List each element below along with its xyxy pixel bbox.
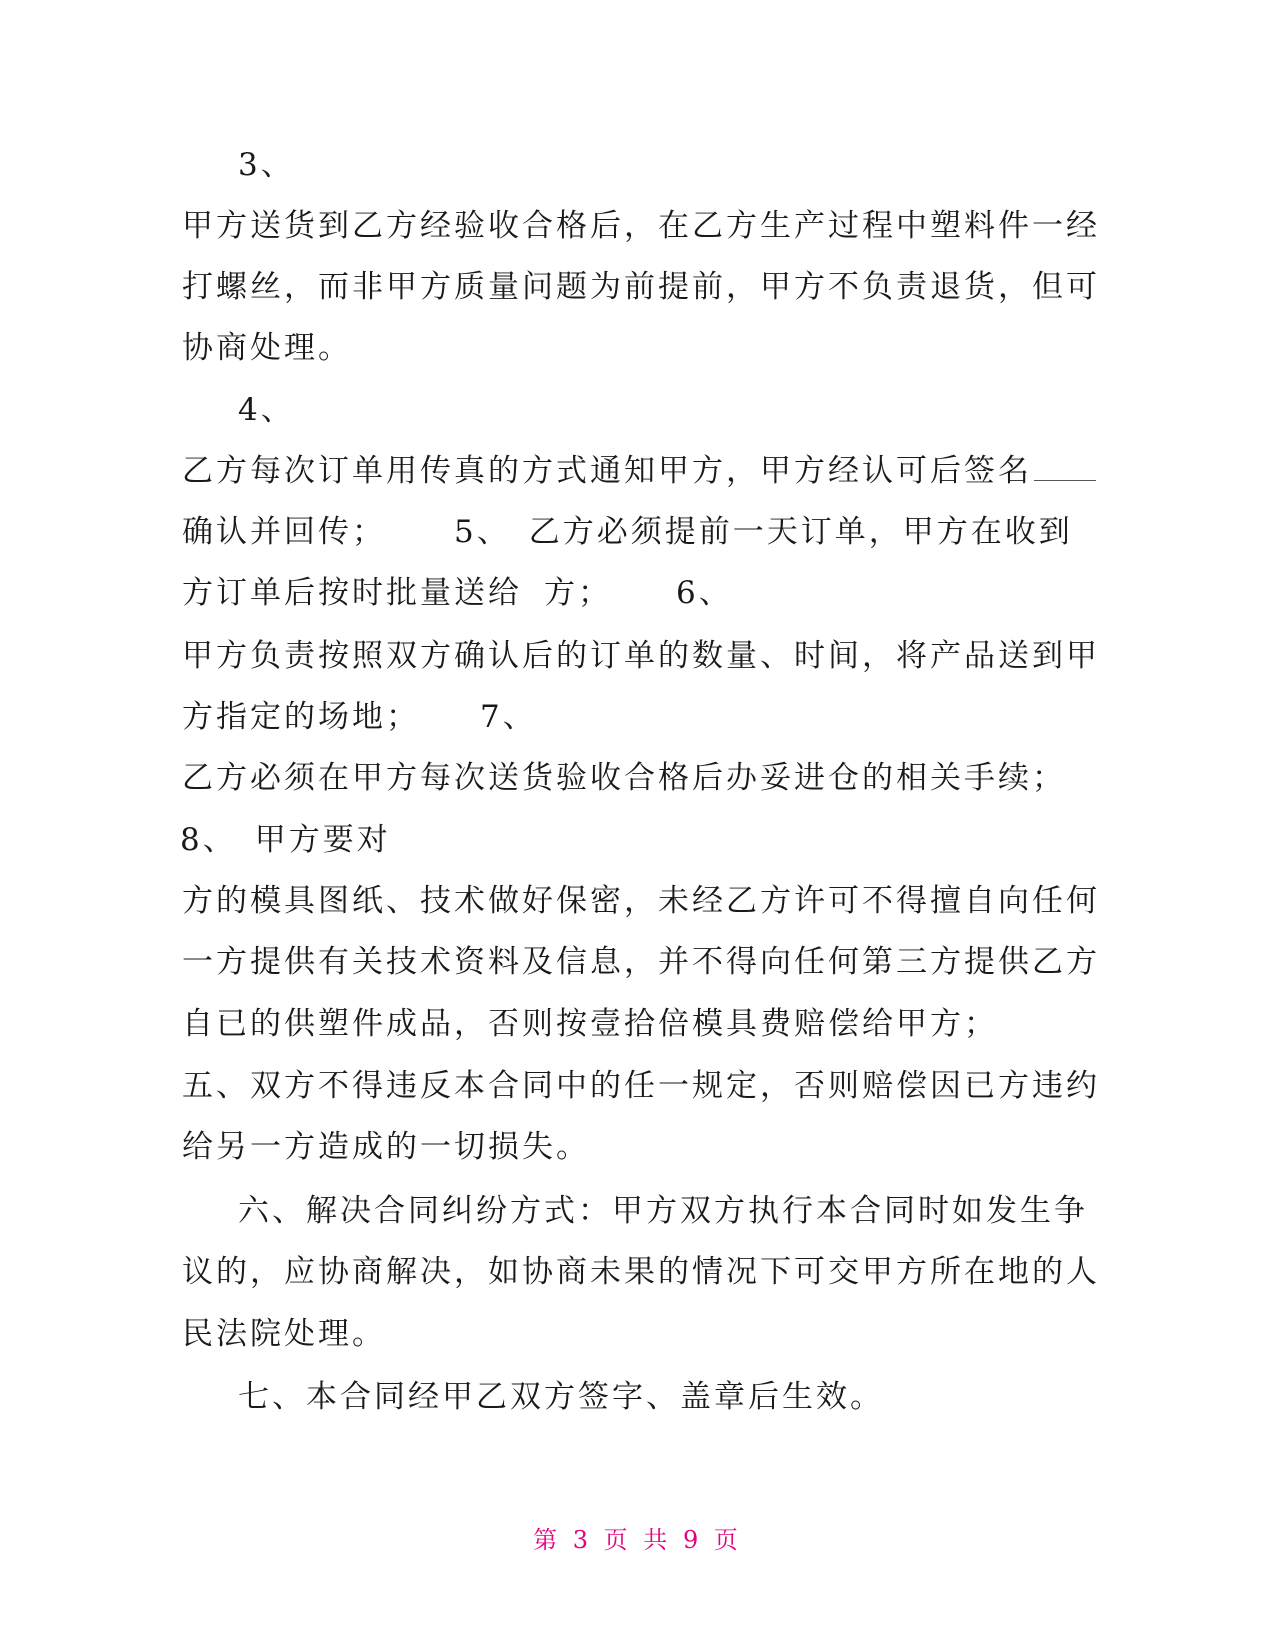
paragraph-line (182, 573, 733, 613)
section-five: 五、双方不得违反本合同中的任一规定，否则赔偿因已方违约 (182, 1068, 1100, 1104)
page-number-footer: 第 3 页 共 9 页 (533, 1526, 742, 1554)
section-six: 六、解决合同纠纷方式：甲方双方执行本合同时如发生争 (238, 1193, 1088, 1229)
paragraph-line: 自已的供塑件成品，否则按壹拾倍模具费赔偿给甲方； (182, 1006, 998, 1042)
section-seven: 七、本合同经甲乙双方签字、盖章后生效。 (238, 1379, 884, 1415)
paragraph-line (182, 451, 1096, 491)
paragraph-text: 乙方必须提前一天订单，甲方在收到 (528, 514, 1073, 550)
paragraph-line (180, 820, 391, 860)
paragraph-line: 议的，应协商解决，如协商未果的情况下可交甲方所在地的人 (182, 1254, 1100, 1290)
paragraph-text: 甲方要对 (254, 822, 391, 858)
paragraph-text: 方指定的场地； (182, 699, 420, 735)
paragraph-line: 甲方送货到乙方经验收合格后，在乙方生产过程中塑料件一经 (182, 208, 1100, 244)
paragraph-text: 乙方每次订单用传真的方式通知甲方，甲方经认可后签名 (182, 453, 1032, 489)
paragraph-text: 确认并回传； (182, 514, 386, 550)
paragraph-line: 协商处理。 (182, 330, 352, 366)
paragraph-line: 甲方负责按照双方确认后的订单的数量、时间，将产品送到甲 (182, 638, 1100, 674)
paragraph-line (182, 512, 1073, 552)
item-number-5: 5、 (454, 514, 511, 550)
paragraph-line: 给另一方造成的一切损失。 (182, 1129, 590, 1165)
item-number-7: 7、 (480, 699, 537, 735)
paragraph-text: 方； (544, 575, 612, 611)
item-number-3: 3、 (238, 147, 295, 183)
paragraph-text: 方订单后按时批量送给 (182, 575, 522, 611)
paragraph-line: 乙方必须在甲方每次送货验收合格后办妥进仓的相关手续； (182, 760, 1066, 796)
paragraph-line: 一方提供有关技术资料及信息，并不得向任何第三方提供乙方 (182, 944, 1100, 980)
item-number-4: 4、 (238, 392, 295, 428)
paragraph-line: 民法院处理。 (182, 1316, 386, 1352)
signature-blank (1034, 458, 1096, 481)
item-number-6: 6、 (676, 575, 733, 611)
paragraph-line (182, 697, 537, 737)
item-number-8: 8、 (180, 822, 237, 858)
paragraph-line: 方的模具图纸、技术做好保密，未经乙方许可不得擅自向任何 (182, 883, 1100, 919)
paragraph-line: 打螺丝，而非甲方质量问题为前提前，甲方不负责退货，但可 (182, 269, 1100, 305)
